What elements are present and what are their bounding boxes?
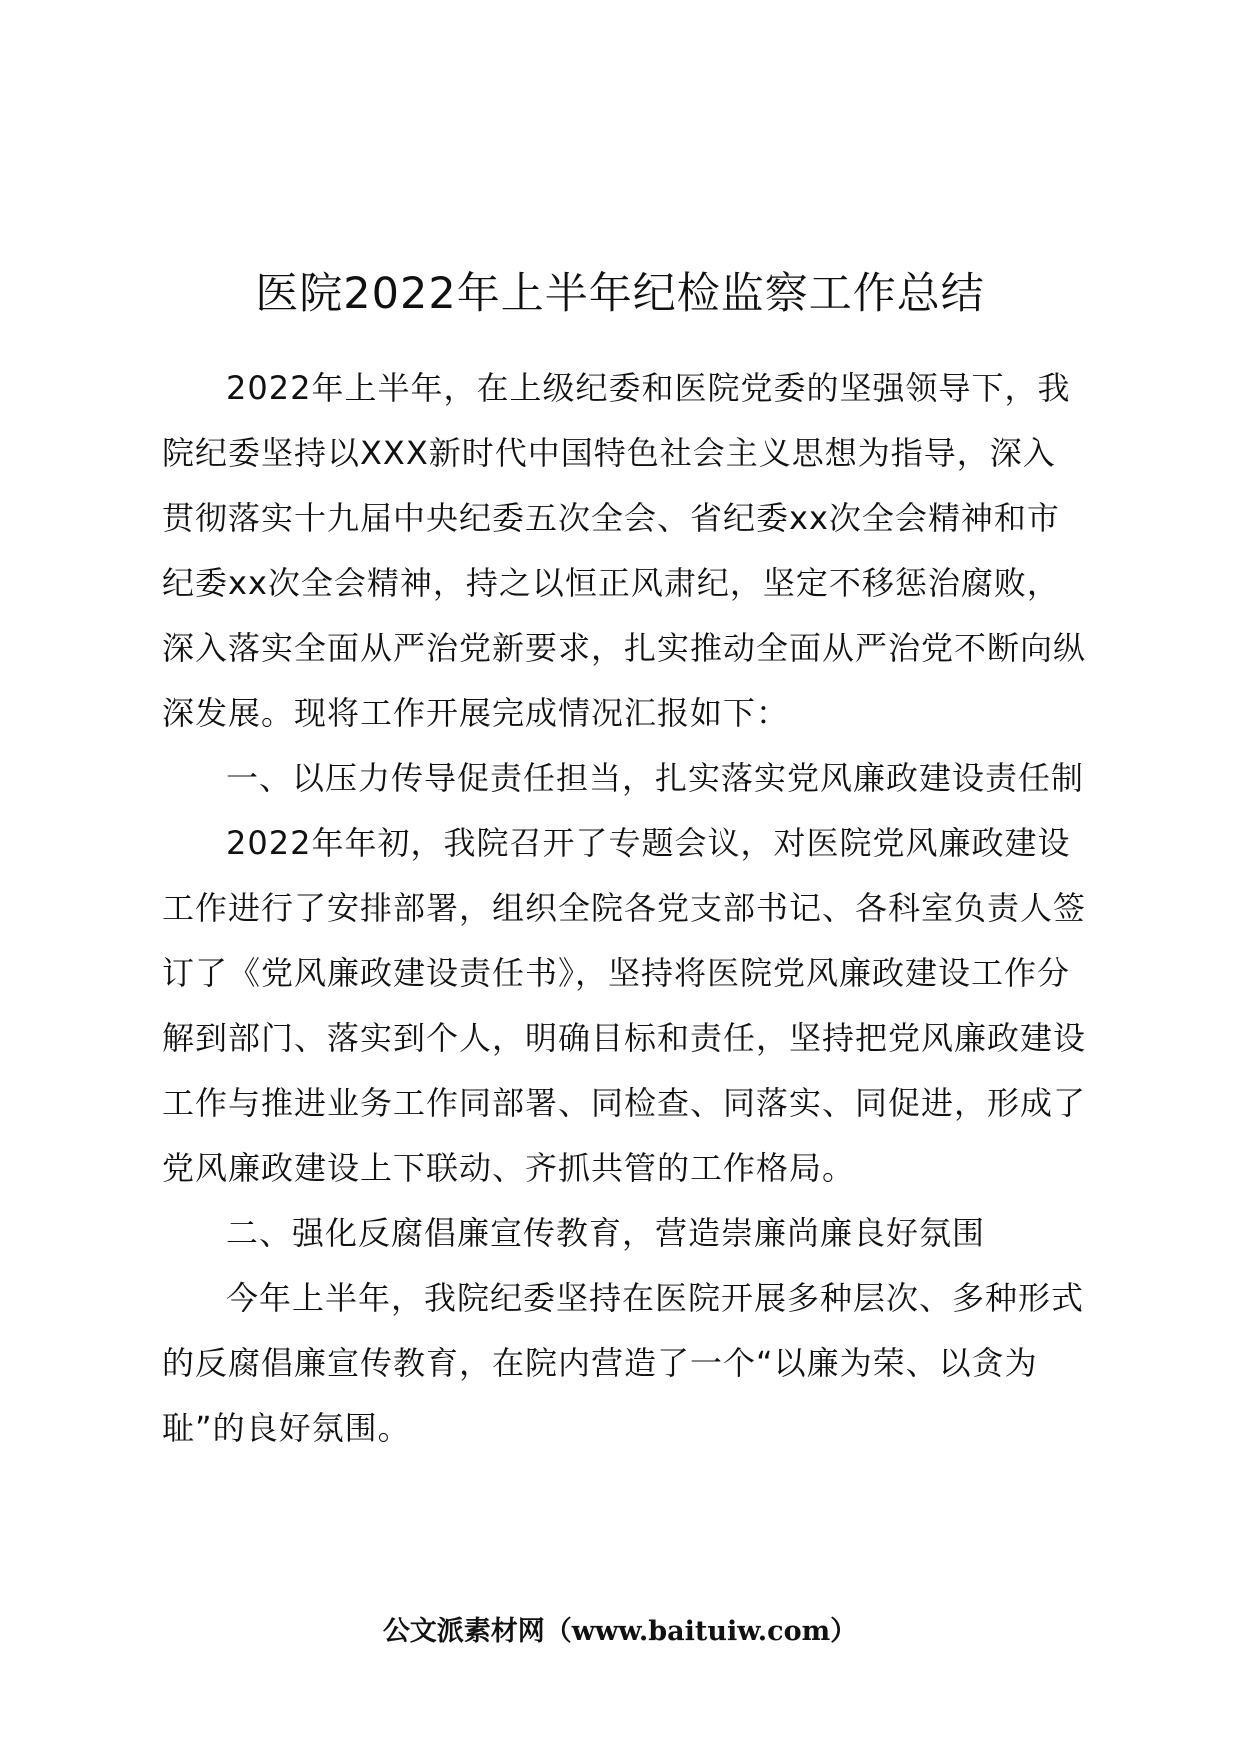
section-heading-2: 二、强化反腐倡廉宣传教育，营造崇廉尚廉良好氛围 xyxy=(226,1214,986,1252)
paragraph-section-2: 今年上半年，我院纪委坚持在医院开展多种层次、多种形式的反腐倡廉宣传教育，在院内营造了一个“以廉为荣、以贪为耻”的良好氛围。 xyxy=(162,1279,1085,1447)
document-title: 医院2022年上半年纪检监察工作总结 xyxy=(255,269,985,319)
paragraph-section-1: 2022年年初，我院召开了专题会议，对医院党风廉政建设工作进行了安排部署，组织全院各党支部书记、各科室负责人签订了《党风廉政建设责任书》，坚持将医院党风廉政建设工作分解到部门、落实到个人，明确目标和责任，坚持把党风廉政建设工作与推进业务工作同部署、同检查、同落实、同促进，形成了党风廉政建设上下联动、齐抓共管的工作格局。 xyxy=(162,824,1087,1187)
footer-source: 公文派素材网（www.baituiw.com） xyxy=(382,1616,858,1647)
section-heading-1: 一、以压力传导促责任担当，扎实落实党风廉政建设责任制 xyxy=(226,759,1085,797)
document-body xyxy=(162,356,1088,1461)
paragraph-intro: 2022年上半年，在上级纪委和医院党委的坚强领导下，我院纪委坚持以XXX新时代中国特色社会主义思想为指导，深入贯彻落实十九届中央纪委五次全会、省纪委xx次全会精神和市纪委xx次全会精神，持之以恒正风肃纪，坚定不移惩治腐败，深入落实全面从严治党新要求，扎实推动全面从严治党不断向纵深发展。现将工作开展完成情况汇报如下： xyxy=(162,369,1087,732)
